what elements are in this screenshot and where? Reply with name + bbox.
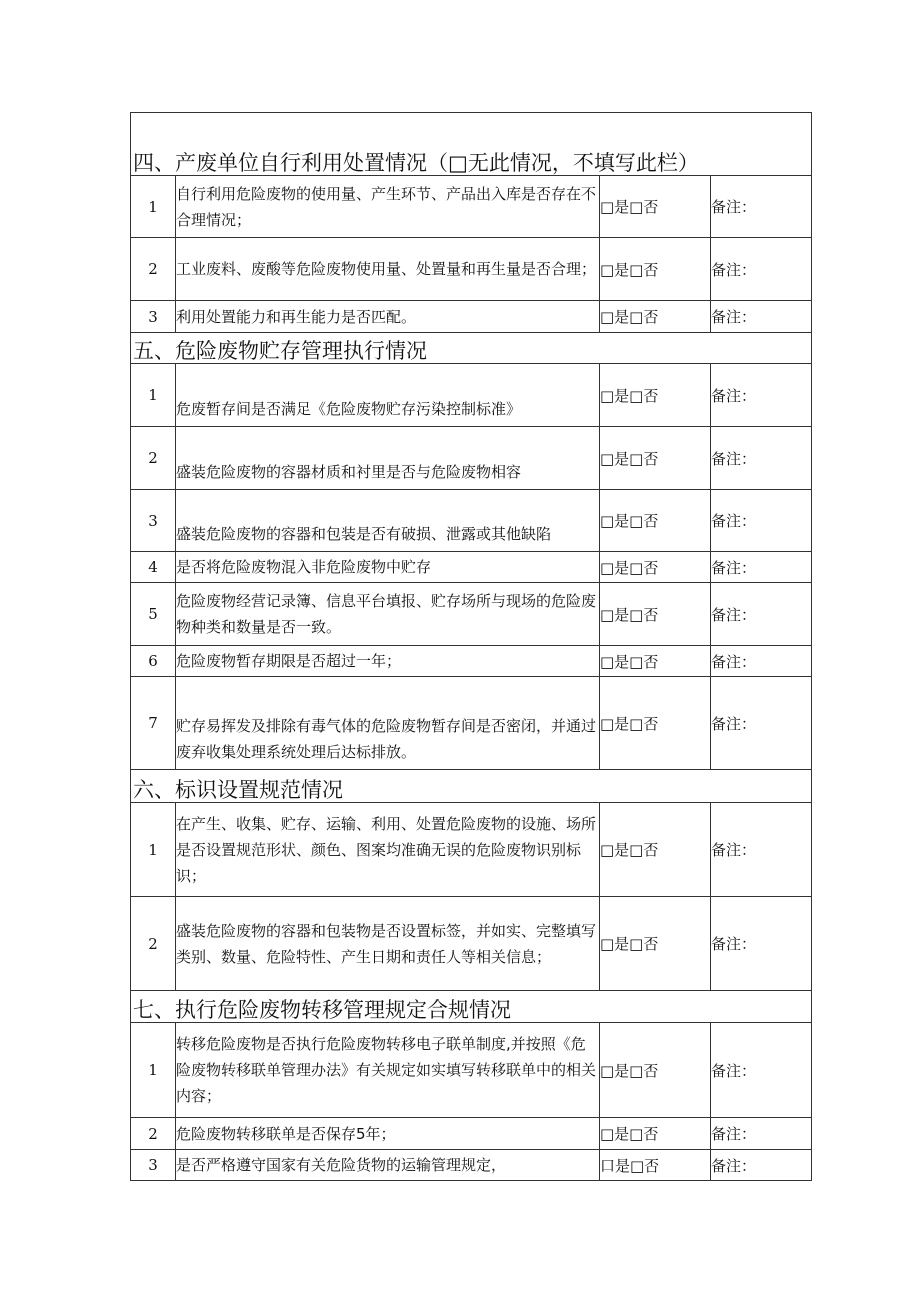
yes-no-checkbox[interactable]: □是□否 xyxy=(600,646,711,677)
yes-no-checkbox[interactable]: □是□否 xyxy=(600,583,711,646)
row-number: 1 xyxy=(131,176,176,238)
yes-no-checkbox[interactable]: □是□否 xyxy=(600,803,711,897)
yes-no-checkbox[interactable]: □是□否 xyxy=(600,897,711,991)
row-number: 2 xyxy=(131,427,176,490)
table-row xyxy=(131,1023,812,1118)
section-title: 七、执行危险废物转移管理规定合规情况 xyxy=(131,991,812,1023)
row-item-text: 盛装危险废物的容器材质和衬里是否与危险废物相容 xyxy=(176,427,600,490)
section-header-4 xyxy=(131,113,812,176)
section-title: 六、标识设置规范情况 xyxy=(131,770,812,803)
row-item-text: 盛装危险废物的容器和包装物是否设置标签，并如实、完整填写类别、数量、危险特性、产生日期和责任人等相关信息； xyxy=(176,897,600,991)
row-item-text: 危废暂存间是否满足《危险废物贮存污染控制标准》 xyxy=(176,364,600,427)
table-row xyxy=(131,583,812,646)
table-row xyxy=(131,238,812,301)
row-item-text: 是否严格遵守国家有关危险货物的运输管理规定， xyxy=(176,1150,600,1181)
row-number: 1 xyxy=(131,364,176,427)
yes-no-checkbox[interactable]: □是□否 xyxy=(600,677,711,770)
table-row xyxy=(131,646,812,677)
yes-no-checkbox[interactable]: □是□否 xyxy=(600,490,711,552)
yes-no-checkbox[interactable]: □是□否 xyxy=(600,1023,711,1118)
section-header-5 xyxy=(131,333,812,364)
row-number: 3 xyxy=(131,490,176,552)
row-item-text: 利用处置能力和再生能力是否匹配。 xyxy=(176,301,600,333)
row-item-text: 危险废物经营记录簿、信息平台填报、贮存场所与现场的危险废物种类和数量是否一致。 xyxy=(176,583,600,646)
row-number: 5 xyxy=(131,583,176,646)
section-header-6 xyxy=(131,770,812,803)
row-item-text: 自行利用危险废物的使用量、产生环节、产品出入库是否存在不合理情况； xyxy=(176,176,600,238)
row-number: 3 xyxy=(131,301,176,333)
section-header-7 xyxy=(131,991,812,1023)
note-field[interactable]: 备注： xyxy=(711,176,812,238)
yes-no-checkbox[interactable]: □是□否 xyxy=(600,238,711,301)
note-field[interactable]: 备注： xyxy=(711,301,812,333)
row-number: 1 xyxy=(131,1023,176,1118)
row-number: 2 xyxy=(131,1118,176,1150)
row-number: 2 xyxy=(131,238,176,301)
row-number: 4 xyxy=(131,552,176,583)
yes-no-checkbox[interactable]: □是□否 xyxy=(600,176,711,238)
table-row xyxy=(131,1118,812,1150)
row-item-text: 危险废物暂存期限是否超过一年； xyxy=(176,646,600,677)
note-field[interactable]: 备注： xyxy=(711,1023,812,1118)
yes-no-checkbox[interactable]: □是□否 xyxy=(600,1118,711,1150)
row-item-text: 危险废物转移联单是否保存5年； xyxy=(176,1118,600,1150)
row-number: 1 xyxy=(131,803,176,897)
yes-no-checkbox[interactable]: □是□否 xyxy=(600,301,711,333)
table-row xyxy=(131,490,812,552)
yes-no-checkbox[interactable]: 口是□否 xyxy=(600,1150,711,1181)
table-row xyxy=(131,427,812,490)
note-field[interactable]: 备注： xyxy=(711,1118,812,1150)
row-number: 2 xyxy=(131,897,176,991)
note-field[interactable]: 备注： xyxy=(711,364,812,427)
row-item-text: 盛装危险废物的容器和包装是否有破损、泄露或其他缺陷 xyxy=(176,490,600,552)
section-title: 四、产废单位自行利用处置情况（□无此情况，不填写此栏） xyxy=(131,113,812,176)
row-item-text: 转移危险废物是否执行危险废物转移电子联单制度,并按照《危险废物转移联单管理办法》有关规定如实填写转移联单中的相关内容； xyxy=(176,1023,600,1118)
table-row xyxy=(131,803,812,897)
note-field[interactable]: 备注： xyxy=(711,583,812,646)
table-row xyxy=(131,1150,812,1181)
table-row xyxy=(131,677,812,770)
note-field[interactable]: 备注： xyxy=(711,1150,812,1181)
table-row xyxy=(131,552,812,583)
row-item-text: 贮存易挥发及排除有毒气体的危险废物暂存间是否密闭，并通过废弃收集处理系统处理后达标排放。 xyxy=(176,677,600,770)
yes-no-checkbox[interactable]: □是□否 xyxy=(600,427,711,490)
table-row xyxy=(131,897,812,991)
row-item-text: 工业废料、废酸等危险废物使用量、处置量和再生量是否合理； xyxy=(176,238,600,301)
note-field[interactable]: 备注： xyxy=(711,897,812,991)
inspection-form-table xyxy=(130,112,812,1181)
row-item-text: 在产生、收集、贮存、运输、利用、处置危险废物的设施、场所是否设置规范形状、颜色、图案均准确无误的危险废物识别标识； xyxy=(176,803,600,897)
row-number: 3 xyxy=(131,1150,176,1181)
table-row xyxy=(131,176,812,238)
note-field[interactable]: 备注： xyxy=(711,238,812,301)
note-field[interactable]: 备注： xyxy=(711,427,812,490)
yes-no-checkbox[interactable]: □是□否 xyxy=(600,552,711,583)
note-field[interactable]: 备注： xyxy=(711,552,812,583)
table-row xyxy=(131,301,812,333)
section-title: 五、危险废物贮存管理执行情况 xyxy=(131,333,812,364)
note-field[interactable]: 备注： xyxy=(711,803,812,897)
row-number: 6 xyxy=(131,646,176,677)
note-field[interactable]: 备注： xyxy=(711,646,812,677)
row-number: 7 xyxy=(131,677,176,770)
row-item-text: 是否将危险废物混入非危险废物中贮存 xyxy=(176,552,600,583)
yes-no-checkbox[interactable]: □是□否 xyxy=(600,364,711,427)
note-field[interactable]: 备注： xyxy=(711,677,812,770)
note-field[interactable]: 备注： xyxy=(711,490,812,552)
table-row xyxy=(131,364,812,427)
